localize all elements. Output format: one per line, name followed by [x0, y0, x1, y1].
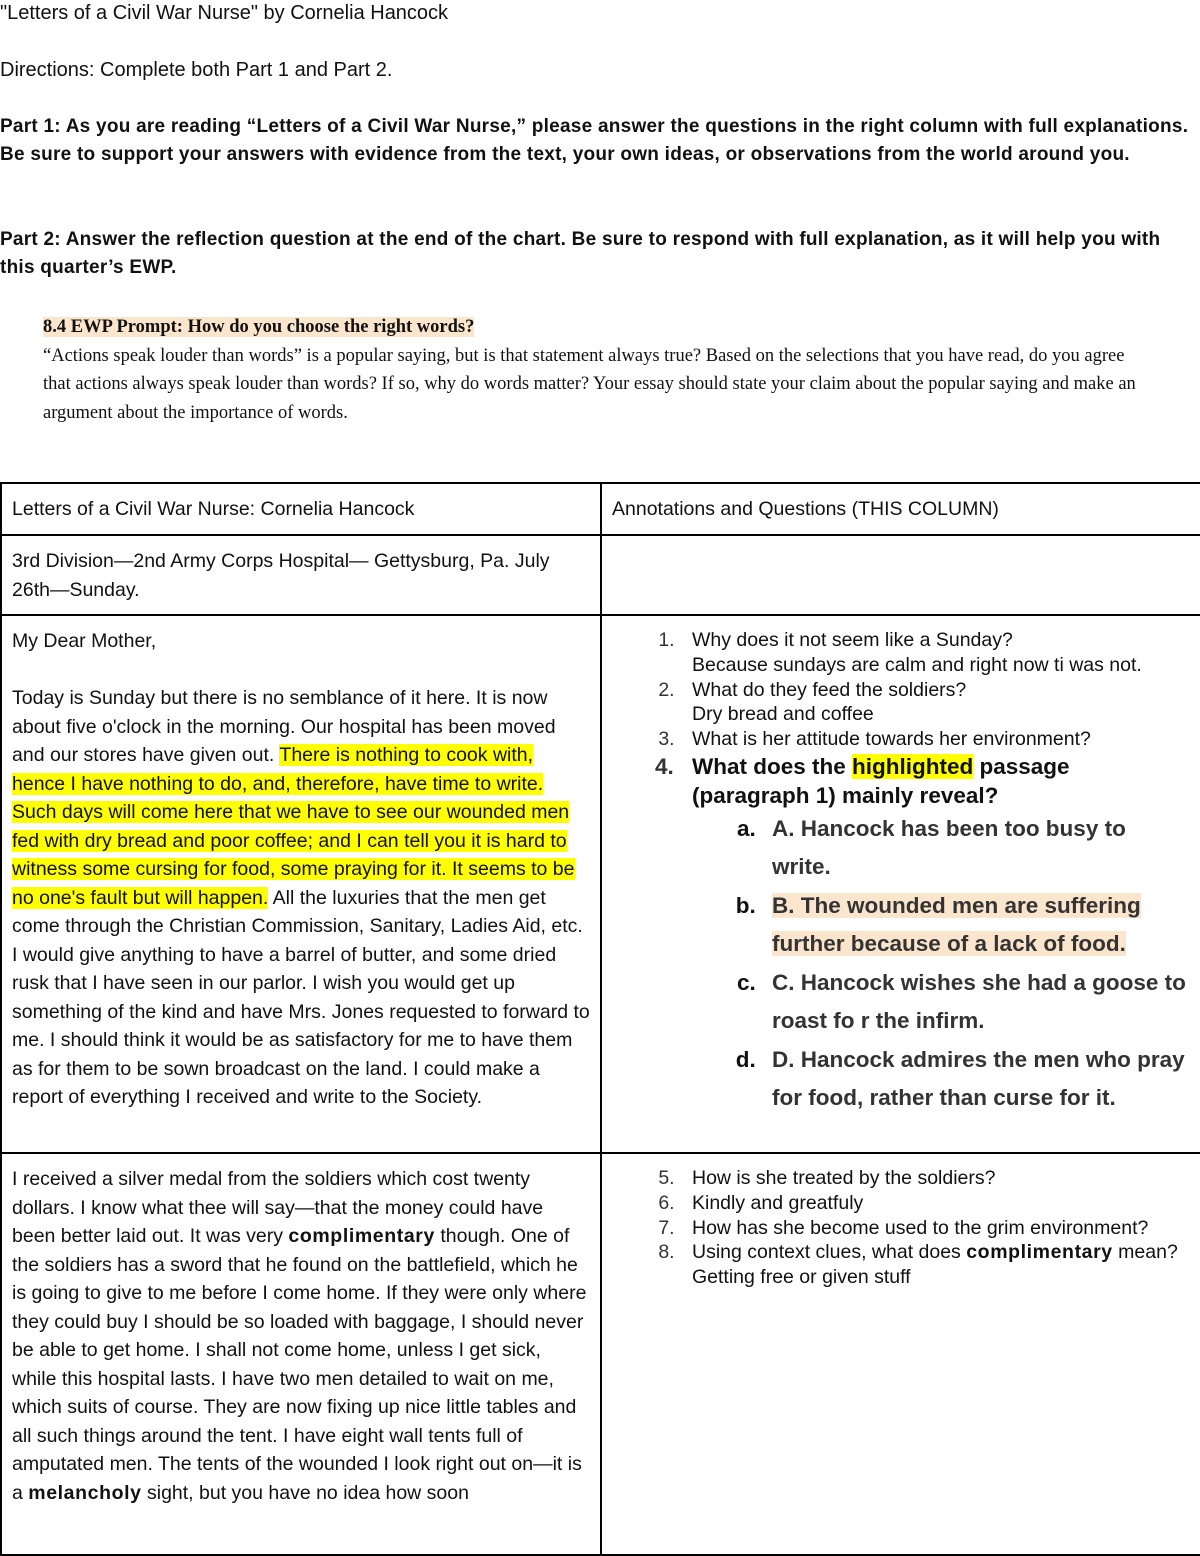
salutation: My Dear Mother, — [12, 630, 157, 652]
text-span: Today is Sunday but there is no semblance of it here. It is now about five o'clock in the morning. Our hospital has been moved and our stores have given out. — [12, 687, 556, 766]
answer-text[interactable]: Because sundays are calm and right now ti was not. — [692, 653, 1142, 676]
question-item — [680, 1216, 1190, 1241]
ewp-prompt — [43, 313, 1153, 427]
letter-heading: 3rd Division—2nd Army Corps Hospital— Gettysburg, Pa. July 26th—Sunday. — [12, 550, 550, 601]
question-text: How is she treated by the soldiers? — [692, 1167, 996, 1189]
table-row — [1, 615, 1200, 1153]
answer-item[interactable] — [680, 1191, 1190, 1216]
table-row — [1, 535, 1200, 615]
option-c[interactable] — [762, 964, 1190, 1041]
option-text: D. Hancock admires the men who pray for food, rather than curse for it. — [772, 1046, 1185, 1111]
text-span: All the luxuries that the men get come through the Christian Commission, Sanitary, Ladies Aid, etc. I would give anything to have a barrel of butter, and some dried rusk that I have seen in our parlor. I wish you would get up something of the kind and have Mrs. Jones requested to forward to me. I should think it would be as satisfactory for me to have them as for them to be sown broadcast on the land. I could make a report of everything I received and write to the Society. — [12, 886, 590, 1108]
text-span: I received a silver medal from the soldiers which cost twenty dollars. I know what thee will say—that the money could have been better laid out. It was very — [12, 1168, 544, 1247]
text-span: passage (paragraph 1) mainly reveal? — [692, 753, 1070, 808]
column-header-text: Letters of a Civil War Nurse: Cornelia Hancock — [12, 498, 415, 520]
part-1-instructions: Part 1: As you are reading “Letters of a Civil War Nurse,” please answer the questions in the right column with full explanations. Be sure to support your answers with evidence from the text, your own ideas, or observations from the world around you. — [0, 116, 1189, 165]
option-b[interactable] — [762, 887, 1190, 964]
part-2-instructions: Part 2: Answer the reflection question at the end of the chart. Be sure to respond with full explanation, as it will help you with this quarter’s EWP. — [0, 229, 1161, 278]
text-span: though. One of the soldiers has a sword that he found on the battlefield, which he is going to give to me before I come home. If they were only where they could buy I should be so loaded with baggage, I should never be able to get home. I shall not come home, unless I get sick, while this hospital lasts. I have two men detailed to wait on me, which suits of course. They are now fixing up nice little tables and all such things around the tent. I have eight wall tents full of amputated men. The tents of the wounded I look right out on—it is a — [12, 1225, 587, 1504]
annotations-paragraph-2[interactable] — [602, 1154, 1200, 1300]
question-text: Why does it not seem like a Sunday? — [692, 629, 1013, 651]
vocab-word: complimentary — [288, 1225, 435, 1247]
vocab-word: melancholy — [28, 1481, 142, 1504]
annotation-cell-empty[interactable] — [602, 536, 1200, 557]
question-text: What do they feed the soldiers? — [692, 678, 967, 701]
paragraph-text — [12, 1165, 590, 1507]
text-span: Using context clues, what does — [692, 1241, 967, 1264]
reading-chart — [0, 482, 1200, 1556]
question-list — [612, 628, 1190, 1118]
option-a[interactable] — [762, 810, 1190, 887]
question-item — [680, 727, 1190, 752]
annotations-paragraph-1[interactable] — [602, 616, 1200, 1128]
question-text: What is her attitude towards her environment? — [692, 728, 1091, 751]
directions: Directions: Complete both Part 1 and Part 2. — [0, 59, 393, 81]
answer-text: Kindly and greatfuly — [692, 1191, 864, 1214]
question-item — [680, 752, 1190, 1118]
question-text — [692, 754, 1070, 808]
answer-options — [692, 810, 1190, 1118]
vocab-word: complimentary — [966, 1241, 1113, 1264]
letter-paragraph-2 — [2, 1154, 600, 1517]
option-text-selected: B. The wounded men are suffering further because of a lack of food. — [772, 892, 1141, 957]
paragraph-text — [12, 684, 590, 1112]
answer-text[interactable]: Dry bread and coffee — [692, 703, 874, 726]
text-span: What does the — [692, 753, 853, 779]
ewp-prompt-heading: 8.4 EWP Prompt: How do you choose the right words? — [43, 317, 475, 337]
option-text: C. Hancock wishes she had a goose to roast fo r the infirm. — [772, 969, 1186, 1034]
text-span: mean? — [1112, 1241, 1178, 1264]
option-text: A. Hancock has been too busy to write. — [772, 815, 1126, 880]
document-title: "Letters of a Civil War Nurse" by Cornelia Hancock — [0, 2, 449, 24]
question-item — [680, 678, 1190, 728]
ewp-prompt-body: “Actions speak louder than words” is a popular saying, but is that statement always true? Based on the selections that you have read, do you agree that actions always speak louder than words? If so, why do words matter? Your essay should state your claim about the popular saying and make an argument about the importance of words. — [43, 345, 1136, 423]
question-item — [680, 1240, 1190, 1290]
question-list — [612, 1166, 1190, 1290]
question-text: How has she become used to the grim environment? — [692, 1216, 1149, 1239]
question-item — [680, 628, 1190, 678]
table-header-row — [1, 483, 1200, 535]
column-header-annotations: Annotations and Questions (THIS COLUMN) — [612, 498, 999, 520]
question-item — [680, 1166, 1190, 1191]
table-row — [1, 1153, 1200, 1555]
text-span: sight, but you have no idea how soon — [141, 1481, 469, 1504]
highlighted-passage: There is nothing to cook with, hence I have nothing to do, and, therefore, have time to write. Such days will come here that we have to see our wounded men fed with dry bread and poor coffee; and I can tell you it is hard to witness some cursing for food, some praying for it. It seems to be no one's fault but will happen. — [12, 744, 575, 909]
letter-paragraph-1 — [2, 616, 600, 1122]
highlighted-word: highlighted — [852, 753, 974, 779]
answer-text[interactable]: Getting free or given stuff — [692, 1266, 911, 1289]
option-d[interactable] — [762, 1041, 1190, 1118]
